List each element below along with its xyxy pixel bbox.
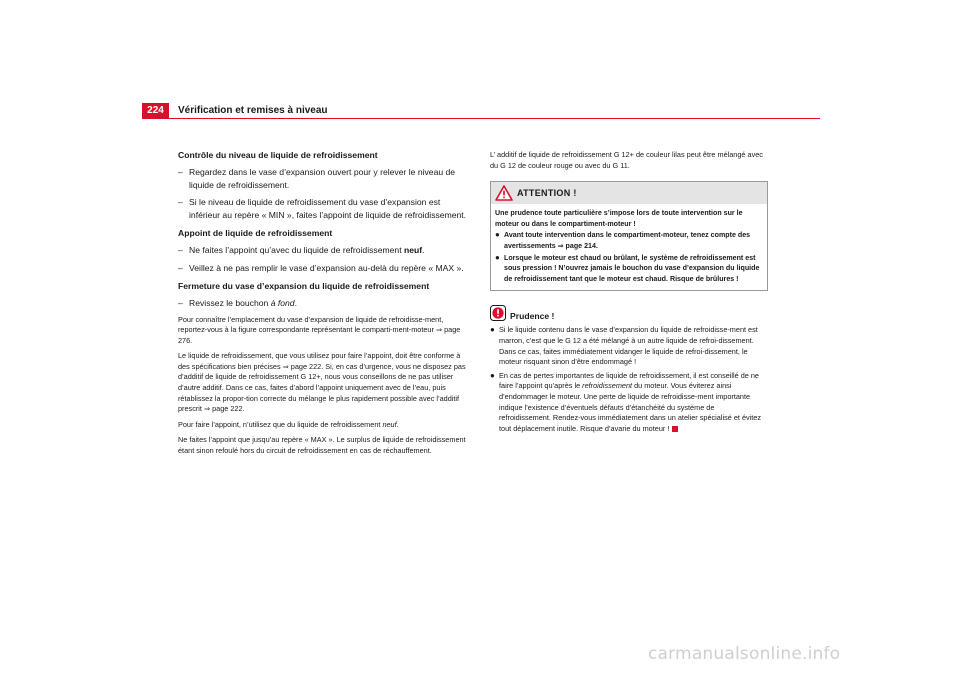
bullet-icon: ●	[490, 370, 495, 380]
note-specification: Le liquide de refroidissement, que vous utilisez pour faire l’appoint, doit être conforme à des spécifications bien précises ⇒ page 222. Si, en cas d’urgence, vous ne disposez pas d’additif de liquide de refroidissement G 12+, nous vous conseillons de ne pas utiliser d’autre additif. Dans ce cas, faites d’abord l’appoint uniquement avec de l’eau, puis rétablissez la propor-tion correcte du mélange le plus rapidement possible avec l’additif prescrit ⇒ page 222.	[178, 351, 466, 414]
step-screw-cap: – Revissez le bouchon à fond.	[178, 298, 297, 308]
step-max: – Veillez à ne pas remplir le vase d’expansion au-delà du repère « MAX ».	[178, 262, 464, 273]
attention-title: ATTENTION !	[517, 188, 577, 199]
additive-intro: L’ additif de liquide de refroidissement G 12+ de couleur lilas peut être mélangé avec du G 12 de couleur rouge ou avec du G 11.	[490, 150, 763, 170]
bullet-icon: ●	[490, 325, 495, 335]
prudence-section	[490, 305, 768, 434]
step-look: – Regardez dans le vase d’expansion ouvert pour y relever le niveau de liquide de refroidissement.	[178, 167, 456, 190]
attention-body	[491, 204, 767, 290]
note-max-mark: Ne faites l’appoint que jusqu’au repère « MAX ». Le surplus de liquide de refroidissement étant sinon refoulé hors du circuit de refroidissement en cas de réchauffement.	[178, 435, 466, 456]
warning-triangle-icon	[495, 185, 513, 201]
note-new-liquid: Pour faire l’appoint, n’utilisez que du liquide de refroidissement neuf.	[178, 419, 399, 429]
page-number: 224	[142, 103, 169, 118]
step-min: – Si le niveau de liquide de refroidissement du vase d’expansion est inférieur au repère « MIN », faites l’appoint de liquide de refroidissement.	[178, 197, 467, 220]
page-header-title: Vérification et remises à niveau	[178, 105, 328, 116]
prudence-title: Prudence !	[510, 311, 555, 322]
left-column	[178, 150, 472, 462]
end-of-section-icon	[672, 426, 678, 432]
prudence-bullet: ● En cas de pertes importantes de liquide de refroidissement, il est conseillé de ne faire l’appoint qu’après le refroidissement du moteur. Vous éviterez ainsi d’endommager le moteur. Une perte de liquide de refroidisse-ment importante indique l’existence d’éventuels défauts d’étanchéité du système de refroidissement. Rendez-vous immédiatement dans un atelier spécialisé et évitez tout déplacement inutile. Risque d’avarie du moteur !	[490, 370, 762, 433]
prudence-header	[490, 305, 768, 321]
heading-close: Fermeture du vase d’expansion du liquide de refroidissement	[178, 281, 430, 291]
heading-check-level: Contrôle du niveau de liquide de refroidissement	[178, 150, 378, 160]
attention-bullet: ● Lorsque le moteur est chaud ou brûlant, le système de refroidissement est sous pression ! N’ouvrez jamais le bouchon du vase d’expansion du liquide de refroidissement tant que le moteur est chaud. Risque de brûlures !	[495, 252, 760, 283]
attention-header	[491, 182, 767, 204]
step-new-liquid: – Ne faites l’appoint qu’avec du liquide de refroidissement neuf.	[178, 245, 425, 255]
heading-topup: Appoint de liquide de refroidissement	[178, 228, 333, 238]
caution-icon	[490, 305, 506, 321]
right-column	[490, 150, 768, 437]
bullet-icon: ●	[495, 230, 500, 240]
watermark: carmanualsonline.info	[648, 644, 841, 664]
attention-bullet: ● Avant toute intervention dans le compartiment-moteur, tenez compte des avertissements ⇒ page 214.	[495, 230, 751, 250]
header-rule	[142, 118, 820, 119]
bullet-icon: ●	[495, 252, 500, 262]
attention-box	[490, 181, 768, 291]
note-location: Pour connaître l’emplacement du vase d’expansion de liquide de refroidisse-ment, reportez-vous à la figure correspondante représentant le comparti-ment-moteur ⇒ page 276.	[178, 314, 461, 345]
attention-lead: Une prudence toute particulière s’impose lors de toute intervention sur le moteur ou dans le compartiment-moteur !	[495, 209, 743, 228]
prudence-bullet: ● Si le liquide contenu dans le vase d’expansion du liquide de refroidisse-ment est marron, c’est que le G 12 a été mélangé à un autre liquide de refroi-dissement. Dans ce cas, faites immédiatement vidanger le liquide de refroi-dissement, le moteur risquant sinon d’être endommagé !	[490, 325, 758, 367]
